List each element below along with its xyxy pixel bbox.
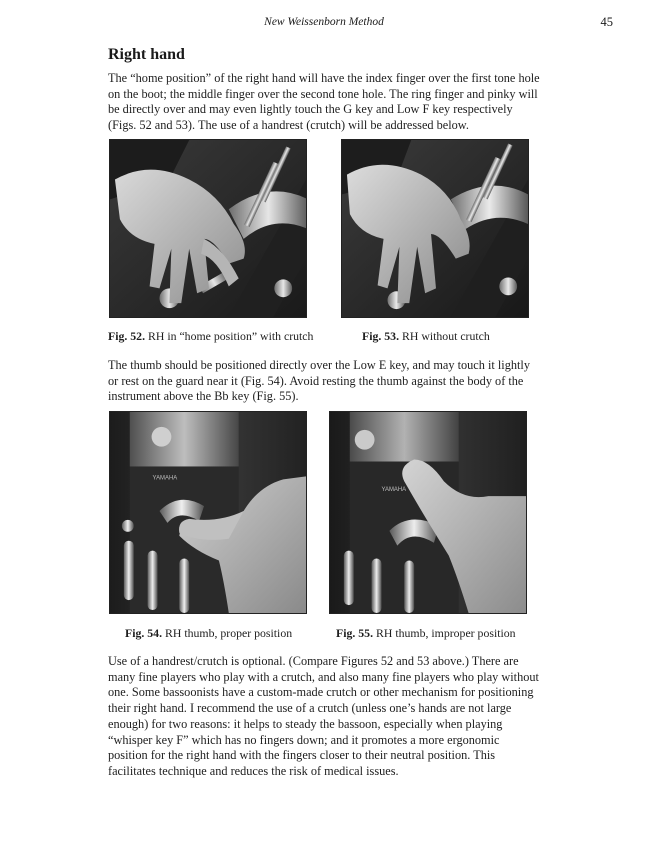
paragraph-thumb-position: The thumb should be positioned directly over the Low E key, and may touch it lightly or rest on the guard near it (Fig. 54). Avoid resting the thumb against the body of the instrument above the Bb key (Fig. 55). xyxy=(108,358,530,404)
figure-55-caption xyxy=(336,626,516,641)
figure-52-caption-text: RH in “home position” with crutch xyxy=(147,329,314,343)
figure-54-label: Fig. 54. xyxy=(125,626,163,640)
photo-rh-home-position-with-crutch xyxy=(109,139,307,318)
figure-55-caption-text: RH thumb, improper position xyxy=(375,626,516,640)
figure-52-caption xyxy=(108,329,313,344)
photo-rh-without-crutch xyxy=(341,139,529,318)
brand-label: YAMAHA xyxy=(381,487,407,494)
figure-55-label: Fig. 55. xyxy=(336,626,374,640)
figure-53-caption-text: RH without crutch xyxy=(401,329,490,343)
figure-54-caption xyxy=(125,626,292,641)
running-header-title: New Weissenborn Method xyxy=(264,16,384,28)
paragraph-handrest-crutch: Use of a handrest/crutch is optional. (Compare Figures 52 and 53 above.) There are many fine players who play with a crutch, and also many fine players who play without one. Some bassoonists have a custom-made crutch or other mechanism for positioning their right hand. I recommend the use of a crutch (unless one’s hands are not large enough) for two reasons: it helps to steady the bassoon, especially when playing “whisper key F” which has no fingers down; and it promotes a more ergonomic position for the right hand with the fingers closer to their neutral position. This facilitates technique and reduces the risk of medical issues. xyxy=(108,654,539,778)
figure-52-label: Fig. 52. xyxy=(108,329,146,343)
figure-53-caption xyxy=(362,329,490,344)
photo-rh-thumb-improper-position xyxy=(329,411,527,614)
page-number: 45 xyxy=(600,15,613,29)
figure-53-label: Fig. 53. xyxy=(362,329,400,343)
brand-label: YAMAHA xyxy=(152,475,178,482)
figure-54-caption-text: RH thumb, proper position xyxy=(164,626,293,640)
paragraph-home-position: The “home position” of the right hand will have the index finger over the first tone hole on the boot; the middle finger over the second tone hole. The ring finger and pinky will be directly over and may even lightly touch the G key and Low F key respectively (Figs. 52 and 53). The use of a handrest (crutch) will be addressed below. xyxy=(108,71,540,133)
photo-rh-thumb-proper-position xyxy=(109,411,307,614)
section-heading: Right hand xyxy=(108,46,185,63)
